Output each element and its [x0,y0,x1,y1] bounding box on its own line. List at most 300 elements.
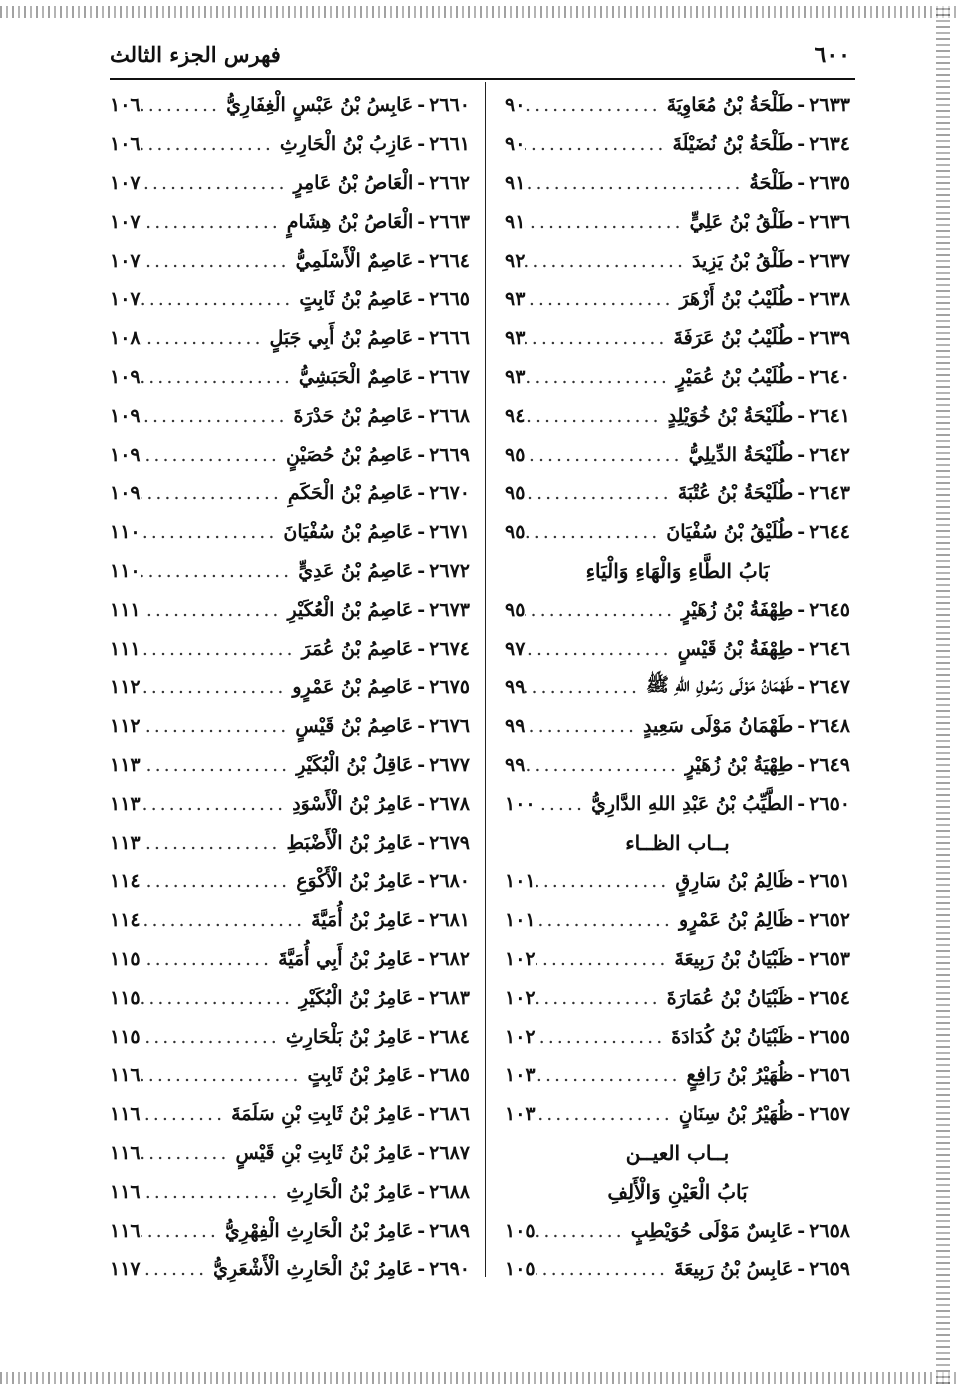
dot-leader [536,948,675,970]
entry-name: عَامِرُ بْنُ الْأَضْبَطِ [286,831,414,854]
entry-separator: - [797,1258,806,1281]
entry-number: ٢٦٦٦ [429,327,470,350]
entry-page: ١٠١ [505,909,536,932]
entry-page: ١١٦ [110,1180,141,1203]
dot-leader [141,1064,308,1086]
entry-separator: - [417,521,426,544]
index-entry [110,552,470,591]
index-entry [110,1056,470,1095]
entry-number: ٢٦٣٩ [809,327,850,350]
dot-leader [141,793,293,815]
dot-leader [525,211,689,233]
entry-page: ١٠٥ [505,1219,536,1242]
dot-leader [141,987,299,1009]
dot-leader [141,715,296,737]
index-entry [505,125,850,164]
entry-page: ٩٠ [505,133,526,156]
entry-page: ١٠٩ [110,404,141,427]
entry-separator: - [797,249,806,272]
entry-number: ٢٦٦٩ [429,443,470,466]
entry-name: عَاصِمُ بْنُ حَدْرَةَ [293,404,414,427]
entry-separator: - [797,133,806,156]
entry-name: عَاصِمُ بْنُ قَيْسٍ [295,715,414,738]
entry-name: عَامِرُ بْنُ الْأَسْوَدِ [292,792,414,815]
entry-number: ٢٦٨٤ [429,1025,470,1048]
entry-page: ١٠٧ [110,210,141,233]
entry-number: ٢٦٥٨ [809,1219,850,1242]
index-entry [110,474,470,513]
dot-leader [525,133,672,155]
entry-page: ١٠٨ [110,327,141,350]
entry-separator: - [417,753,426,776]
entry-page: ١١٧ [110,1258,141,1281]
entry-name: عَاصِمُ بْنُ عُمَرَ [301,637,414,660]
entry-page: ٩٥ [505,598,526,621]
index-entry [110,707,470,746]
index-entry [110,358,470,397]
index-entry [505,1017,850,1056]
entry-page: ٩٥ [505,521,526,544]
section-heading: بَابُ الْعَيْنِ وَالْأَلِفِ [607,1179,748,1204]
dot-leader [141,288,300,310]
entry-name: ظَبْيَانُ بْنُ كُدَادَةَ [671,1025,794,1048]
entry-separator: - [417,1103,426,1126]
entry-number: ٢٦٤٠ [809,365,850,388]
dot-leader [141,482,288,504]
entry-name: عَاصِمُ بْنُ حُصَيْنٍ [285,443,414,466]
entry-name: عَاصِمُ بْنُ الْعُكَيْرِ [287,598,414,621]
entry-separator: - [417,443,426,466]
dot-leader [141,327,270,349]
entry-name: عَامِرُ بْنُ الْحَارِثِ الْفِهْرِيُّ [224,1219,414,1242]
index-entry [505,164,850,203]
entry-separator: - [417,404,426,427]
index-entry [505,280,850,319]
entry-name: طُلَيْبُ بْنُ عَرَفَةَ [673,327,794,350]
entry-page: ١١٦ [110,1141,141,1164]
entry-separator: - [797,986,806,1009]
entry-name: عَامِرُ بْنُ ثَابِتٍ [307,1064,414,1087]
entry-page: ١٠١ [505,870,536,893]
dot-leader [525,172,749,194]
entry-separator: - [797,947,806,970]
entry-page: ١٠٢ [505,1025,536,1048]
entry-separator: - [417,676,426,699]
entry-page: ١٠٩ [110,443,141,466]
entry-number: ٢٦٦٠ [429,94,470,117]
index-entry [110,668,470,707]
entry-separator: - [797,637,806,660]
entry-number: ٢٦٨١ [429,909,470,932]
dot-leader [525,482,677,504]
index-entry [505,668,850,707]
entry-separator: - [417,1258,426,1281]
dot-leader [141,94,226,116]
dot-leader [525,250,692,272]
entry-name: عَاصِمُ بْنُ سُفْيَانَ [283,521,414,544]
entry-number: ٢٦٧٥ [429,676,470,699]
dot-leader [536,909,679,931]
entry-name: الطَّيِّبُ بْنُ عَبْدِ اللهِ الدَّارِيُّ [591,792,794,815]
entry-number: ٢٦٧٣ [429,598,470,621]
entry-separator: - [417,637,426,660]
entry-number: ٢٦٨٩ [429,1219,470,1242]
index-entry [505,202,850,241]
entry-separator: - [797,210,806,233]
index-entry [110,590,470,629]
entry-name: طَلْحَةُ بْنُ نُضَيْلَةَ [672,133,794,156]
dot-leader [141,521,284,543]
entry-separator: - [797,482,806,505]
entry-separator: - [417,365,426,388]
entry-name: ظُهَيْرُ بْنُ رَافِعٍ [686,1064,794,1087]
entry-name: ظُهَيْرُ بْنُ سِنَانٍ [678,1103,794,1126]
entry-number: ٢٦٧٢ [429,559,470,582]
page-header [110,42,850,72]
entry-number: ٢٦٨٨ [429,1180,470,1203]
dot-leader [141,172,294,194]
index-entry [505,590,850,629]
index-entry [110,940,470,979]
entry-page: ١٠٣ [505,1064,536,1087]
dot-leader [525,327,673,349]
entry-page: ١٠٧ [110,249,141,272]
entry-name: عَاصِمُ بْنُ عَمْرٍو [292,676,414,699]
index-entry [110,280,470,319]
entry-page: ١٠٠ [505,792,536,815]
entry-number: ٢٦٨٣ [429,986,470,1009]
entry-number: ٢٦٧٦ [429,715,470,738]
index-entry [505,319,850,358]
index-entry [505,784,850,823]
dot-leader [141,211,287,233]
index-entry [505,1095,850,1134]
dot-leader [141,250,296,272]
entry-separator: - [797,792,806,815]
dot-leader [141,1220,225,1242]
index-entry [505,241,850,280]
entry-name: عَامِرُ بْنُ الْحَارِثِ [286,1180,414,1203]
entry-number: ٢٦٨٦ [429,1103,470,1126]
index-entry [505,901,850,940]
entry-name: طِهْيَةُ بْنُ زُهَيْرٍ [685,753,794,776]
index-entry [110,1095,470,1134]
dot-leader [141,1026,286,1048]
entry-number: ٢٦٦١ [429,133,470,156]
dot-leader [141,909,312,931]
entry-page: ١١٣ [110,792,141,815]
dot-leader [536,987,667,1009]
entry-page: ١١٦ [110,1219,141,1242]
entry-number: ٢٦٧٠ [429,482,470,505]
entry-number: ٢٦٥١ [809,870,850,893]
entry-number: ٢٦٦٣ [429,210,470,233]
entry-page: ١٠٩ [110,365,141,388]
entry-separator: - [417,986,426,1009]
entry-name: طُلَيْحَةُ الدِّيلِيُّ [688,443,794,466]
index-entry [110,1017,470,1056]
entry-number: ٢٦٦٥ [429,288,470,311]
entry-page: ١١٦ [110,1064,141,1087]
index-entry [505,629,850,668]
entry-number: ٢٦٧٧ [429,753,470,776]
entry-name: عَاصِمُ بْنُ ثَابِتٍ [299,288,414,311]
entry-page: ٩٩ [505,676,526,699]
dot-leader [536,1220,631,1242]
entry-name: عَابِسٌ مَوْلَى حُوَيْطِبٍ [630,1219,794,1242]
entry-separator: - [417,559,426,582]
entry-name: طُلَيْقُ بْنُ سُفْيَانَ [666,521,794,544]
dot-leader [536,1258,674,1280]
entry-separator: - [797,288,806,311]
index-entry [505,358,850,397]
dot-leader [525,444,688,466]
dot-leader [141,1181,287,1203]
dot-leader [141,1103,232,1125]
index-entry [110,202,470,241]
entry-number: ٢٦٣٦ [809,210,850,233]
entry-name: طُلَيْبُ بْنُ أَزْهَرَ [679,288,794,311]
entry-name: طَهْمَانُ مَوْلَى سَعِيدٍ [643,715,794,738]
entry-page: ٩٩ [505,715,526,738]
entry-separator: - [797,1064,806,1087]
index-entry [110,164,470,203]
running-title: فهرس الجزء الثالث [110,42,281,67]
entry-name: عَامِرُ بْنُ بَلْحَارِثِ [285,1025,414,1048]
entry-number: ٢٦٨٠ [429,870,470,893]
entry-page: ١١٦ [110,1103,141,1126]
entry-name: ظَالِمُ بْنُ سَارِقٍ [675,870,794,893]
entry-name: طِهْفَةُ بْنُ قَيْسٍ [677,637,794,660]
index-entry [110,784,470,823]
entry-name: عَابِسُ بْنُ رَبِيعَةَ [674,1258,794,1281]
entry-name: ظَبْيَانُ بْنُ رَبِيعَةَ [674,947,794,970]
entry-number: ٢٦٥٣ [809,947,850,970]
entry-number: ٢٦٤٩ [809,753,850,776]
entry-number: ٢٦٣٣ [809,94,850,117]
entry-page: ١٠٢ [505,986,536,1009]
entry-page: ٩١ [505,210,526,233]
index-entry [505,862,850,901]
entry-page: ١٠٦ [110,94,141,117]
entry-number: ٢٦٤٧ [809,676,850,699]
entry-page: ١٠٧ [110,171,141,194]
entry-name: عَامِرُ بْنُ ثَابِتِ بْنِ سَلَمَةَ [231,1103,414,1126]
dot-leader [525,288,679,310]
entry-number: ٢٦٨٥ [429,1064,470,1087]
dot-leader [141,948,278,970]
entry-separator: - [417,327,426,350]
entry-page: ١١٤ [110,870,141,893]
index-entry [110,862,470,901]
index-entry [110,86,470,125]
section-heading: بــاب الظــاء [625,830,730,855]
dot-leader [141,560,299,582]
index-entry [110,125,470,164]
entry-separator: - [797,909,806,932]
entry-separator: - [417,792,426,815]
entry-number: ٢٦٥٤ [809,986,850,1009]
entry-name: عَاقِلُ بْنُ الْبُكَيْرِ [296,753,414,776]
entry-page: ١١١ [110,637,141,660]
entry-page: ٩٢ [505,249,526,272]
entry-name: عَامِرُ بْنُ أَبِي أُمَيَّةَ [278,947,414,970]
entry-name: عَاصِمُ بْنُ أَبِي جَبَلٍ [269,327,414,350]
index-entry [505,435,850,474]
dot-leader [536,1064,687,1086]
page-border-bottom [0,1372,960,1384]
page-number: ٦٠٠ [814,42,850,68]
index-entry [110,1211,470,1250]
index-entry [505,1211,850,1250]
index-entry [110,241,470,280]
entry-separator: - [417,1141,426,1164]
entry-name: طُلَيْحَةُ بْنُ عُتْبَةَ [677,482,794,505]
dot-leader [141,676,293,698]
index-entry [110,396,470,435]
entry-name: طَلْحَةُ [749,171,794,194]
dot-leader [141,638,302,660]
entry-number: ٢٦٤٦ [809,637,850,660]
entry-separator: - [797,870,806,893]
entry-name: عَامِرُ بْنُ أُمَيَّةَ [311,909,414,932]
entry-number: ٢٦٣٥ [809,171,850,194]
index-column-right [505,86,850,1289]
entry-separator: - [417,210,426,233]
entry-number: ٢٦٣٧ [809,249,850,272]
entry-number: ٢٦٥٠ [809,792,850,815]
dot-leader [141,599,288,621]
entry-page: ٩٠ [505,94,526,117]
index-entry [110,901,470,940]
dot-leader [141,832,287,854]
index-entry [505,86,850,125]
entry-name: عَاصِمُ بْنُ عَدِيٍّ [298,559,414,582]
index-entry [110,435,470,474]
dot-leader [141,133,280,155]
entry-number: ٢٦٦٨ [429,404,470,427]
entry-number: ٢٦٥٩ [809,1258,850,1281]
index-entry [110,319,470,358]
dot-leader [141,444,286,466]
entry-separator: - [797,1219,806,1242]
entry-page: ١١١ [110,598,141,621]
index-entry [110,1250,470,1289]
dot-leader [525,638,677,660]
entry-page: ١١٠ [110,521,141,544]
dot-leader [536,1103,679,1125]
entry-number: ٢٦٣٤ [809,133,850,156]
entry-number: ٢٦٨٢ [429,947,470,970]
entry-name: عَامِرُ بْنُ الْبُكَيْرِ [299,986,414,1009]
entry-page: ١١٥ [110,986,141,1009]
header-rule [110,78,855,80]
entry-page: ٩١ [505,171,526,194]
entry-separator: - [417,870,426,893]
entry-separator: - [417,909,426,932]
index-entry [505,1056,850,1095]
entry-page: ١٠٧ [110,288,141,311]
entry-number: ٢٦٧٤ [429,637,470,660]
entry-page: ١١٣ [110,753,141,776]
entry-number: ٢٦٥٢ [809,909,850,932]
entry-separator: - [797,1025,806,1048]
section-heading: بــاب العيــن [625,1140,730,1165]
dot-leader [525,94,666,116]
entry-separator: - [797,753,806,776]
entry-page: ١١٥ [110,947,141,970]
entry-page: ٩٩ [505,753,526,776]
entry-separator: - [797,94,806,117]
entry-number: ٢٦٦٧ [429,365,470,388]
entry-separator: - [417,1180,426,1203]
entry-name: عَامِرُ بْنُ الْحَارِثِ الْأَشْعَرِيُّ [213,1258,414,1281]
entry-number: ٢٦٧٨ [429,792,470,815]
entry-number: ٢٦٤١ [809,404,850,427]
entry-name: طِهْفَةُ بْنُ زُهَيْرٍ [681,598,794,621]
dot-leader [141,870,297,892]
index-entry [505,474,850,513]
index-entry [110,629,470,668]
dot-leader [525,599,681,621]
entry-separator: - [797,521,806,544]
index-entry [110,1172,470,1211]
entry-separator: - [417,133,426,156]
section-heading: بَابُ الطَّاءِ وَالْهَاءِ وَالْيَاءِ [585,558,770,583]
entry-name: طَهْمَانُ مَوْلَى رَسُولِ اللهِ ﷺ [646,674,794,697]
entry-separator: - [417,94,426,117]
entry-name: عَاصِمُ بْنُ الْحَكَمِ [287,482,414,505]
entry-separator: - [797,1103,806,1126]
entry-number: ٢٦٤٢ [809,443,850,466]
entry-page: ١١٠ [110,559,141,582]
entry-page: ١٠٩ [110,482,141,505]
entry-number: ٢٦٥٧ [809,1103,850,1126]
dot-leader [141,366,299,388]
dot-leader [525,715,643,737]
entry-number: ٢٦٤٥ [809,598,850,621]
entry-separator: - [797,715,806,738]
entry-page: ١١٤ [110,909,141,932]
entry-separator: - [797,171,806,194]
entry-separator: - [797,327,806,350]
entry-page: ٩٧ [505,637,526,660]
entry-name: ظَبْيَانُ بْنُ عُمَارَةَ [666,986,794,1009]
entry-name: عَامِرُ بْنُ ثَابِتِ بْنِ قَيْسٍ [235,1141,414,1164]
dot-leader [536,870,676,892]
entry-separator: - [417,249,426,272]
entry-page: ١٠٥ [505,1258,536,1281]
entry-page: ١٠٢ [505,947,536,970]
entry-page: ١١٥ [110,1025,141,1048]
entry-page: ٩٣ [505,288,526,311]
entry-separator: - [797,365,806,388]
entry-number: ٢٦٤٨ [809,715,850,738]
entry-name: الْعَاصُ بْنُ عَامِرٍ [293,171,414,194]
entry-page: ٩٥ [505,482,526,505]
dot-leader [536,793,591,815]
index-entry [505,1250,850,1289]
dot-leader [141,1142,236,1164]
entry-number: ٢٦٥٦ [809,1064,850,1087]
entry-separator: - [797,404,806,427]
entry-name: عَاصِمٌ الْحَبَشِيُّ [298,365,414,388]
entry-number: ٢٦٧٩ [429,831,470,854]
dot-leader [525,405,667,427]
entry-page: ١١٢ [110,676,141,699]
entry-name: طَلْقُ بْنُ عَلِيٍّ [689,210,794,233]
entry-separator: - [797,443,806,466]
